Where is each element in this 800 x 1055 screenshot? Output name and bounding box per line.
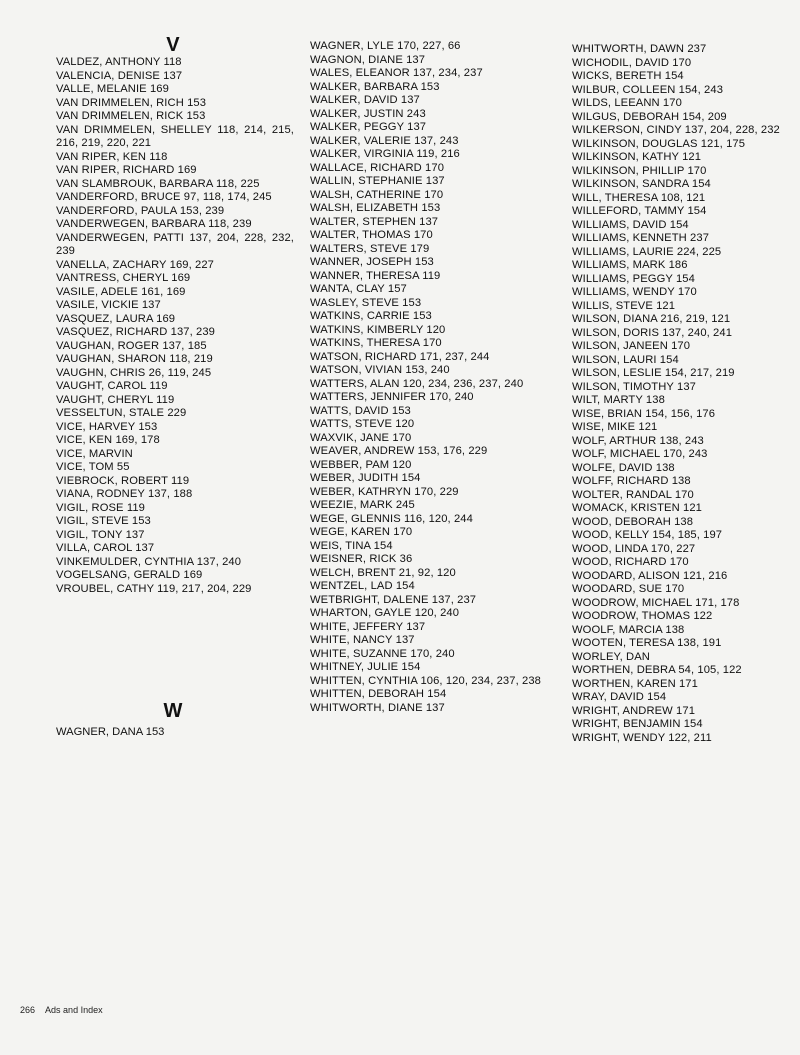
index-entry: WICHODIL, DAVID 170 bbox=[572, 56, 692, 69]
index-entry: VALDEZ, ANTHONY 118 bbox=[56, 56, 182, 68]
index-entry: VALLE, MELANIE 169 bbox=[56, 83, 169, 95]
index-entry: VAUGHT, CHERYL 119 bbox=[56, 393, 175, 406]
index-entry: WOLF, ARTHUR 138, 243 bbox=[572, 434, 704, 447]
index-entry: WOLTER, RANDAL 170 bbox=[572, 488, 694, 501]
index-entry: WRAY, DAVID 154 bbox=[572, 691, 667, 703]
page-number: 266 bbox=[20, 1005, 36, 1015]
index-entry: WANTA, CLAY 157 bbox=[310, 283, 407, 295]
index-entry: WILDS, LEEANN 170 bbox=[572, 97, 682, 109]
index-entry: VAN DRIMMELEN, RICK 153 bbox=[56, 110, 206, 122]
index-entry: VANDERWEGEN, BARBARA 118, 239 bbox=[56, 218, 252, 230]
index-entry: WOLF, MICHAEL 170, 243 bbox=[572, 448, 708, 460]
index-entry: WALKER, DAVID 137 bbox=[310, 94, 420, 106]
index-entry: WILLIAMS, PEGGY 154 bbox=[572, 272, 695, 285]
index-entry: WATKINS, THERESA 170 bbox=[310, 337, 442, 349]
index-entry: WILBUR, COLLEEN 154, 243 bbox=[572, 83, 724, 96]
index-entry: WILLEFORD, TAMMY 154 bbox=[572, 205, 707, 217]
index-entry: WASLEY, STEVE 153 bbox=[310, 296, 422, 309]
index-entry: WHITNEY, JULIE 154 bbox=[310, 661, 421, 673]
index-entry: VAUGHAN, SHARON 118, 219 bbox=[56, 353, 213, 365]
index-entry: VIEBROCK, ROBERT 119 bbox=[56, 474, 190, 487]
index-entry: WILKERSON, CINDY 137, 204, 228, 232 bbox=[572, 124, 780, 136]
index-entry: WEAVER, ANDREW 153, 176, 229 bbox=[310, 445, 488, 457]
index-entry: WATKINS, CARRIE 153 bbox=[310, 310, 432, 322]
index-entry: VALENCIA, DENISE 137 bbox=[56, 69, 183, 82]
index-entry: WILKINSON, DOUGLAS 121, 175 bbox=[572, 137, 746, 150]
index-entry: WILLIAMS, WENDY 170 bbox=[572, 286, 697, 298]
index-entry: VAN RIPER, KEN 118 bbox=[56, 150, 168, 163]
index-entry: WOODARD, SUE 170 bbox=[572, 583, 685, 595]
index-entry: WOOD, RICHARD 170 bbox=[572, 556, 689, 568]
index-entry: WILSON, JANEEN 170 bbox=[572, 340, 691, 352]
index-entry: WILLIAMS, MARK 186 bbox=[572, 259, 688, 271]
index-entry: VANELLA, ZACHARY 169, 227 bbox=[56, 258, 214, 271]
index-entry: WILKINSON, SANDRA 154 bbox=[572, 178, 711, 190]
index-entry: WELCH, BRENT 21, 92, 120 bbox=[310, 566, 456, 579]
index-entry: WAGNER, DANA 153 bbox=[56, 726, 165, 738]
index-entry: VIANA, RODNEY 137, 188 bbox=[56, 488, 193, 500]
index-entry: WISE, MIKE 121 bbox=[572, 421, 658, 433]
index-entry: WRIGHT, WENDY 122, 211 bbox=[572, 731, 712, 744]
index-entry: VILLA, CAROL 137 bbox=[56, 542, 155, 554]
index-entry: VASQUEZ, LAURA 169 bbox=[56, 312, 176, 325]
index-entry: WOOLF, MARCIA 138 bbox=[572, 623, 685, 636]
index-entry: WORLEY, DAN bbox=[572, 650, 650, 663]
index-entry: WILLIAMS, KENNETH 237 bbox=[572, 232, 710, 244]
index-entry: WEGE, GLENNIS 116, 120, 244 bbox=[310, 512, 473, 525]
index-entry: WOMACK, KRISTEN 121 bbox=[572, 502, 702, 514]
index-entry: VIGIL, ROSE 119 bbox=[56, 501, 145, 514]
section-v-list bbox=[56, 56, 296, 596]
index-entry: WENTZEL, LAD 154 bbox=[310, 580, 415, 592]
index-entry: VANDERFORD, PAULA 153, 239 bbox=[56, 204, 225, 217]
index-entry: WEBER, JUDITH 154 bbox=[310, 472, 421, 484]
index-entry: WAXVIK, JANE 170 bbox=[310, 431, 412, 444]
index-entry: WILSON, LESLIE 154, 217, 219 bbox=[572, 367, 735, 379]
index-entry: WILKINSON, PHILLIP 170 bbox=[572, 164, 707, 177]
index-entry: VICE, MARVIN bbox=[56, 447, 133, 460]
index-entry: WRIGHT, ANDREW 171 bbox=[572, 704, 696, 717]
index-entry: WALTERS, STEVE 179 bbox=[310, 242, 430, 255]
index-entry: WEBER, KATHRYN 170, 229 bbox=[310, 485, 459, 498]
index-entry: VAN DRIMMELEN, RICH 153 bbox=[56, 96, 207, 109]
index-entry: WILSON, DORIS 137, 240, 241 bbox=[572, 326, 733, 339]
section-letter-v: V bbox=[166, 34, 180, 56]
index-entry: WILKINSON, KATHY 121 bbox=[572, 151, 702, 163]
index-entry: WALKER, BARBARA 153 bbox=[310, 80, 440, 93]
index-entry: WOODROW, MICHAEL 171, 178 bbox=[572, 596, 740, 609]
index-entry: WATKINS, KIMBERLY 120 bbox=[310, 323, 446, 336]
index-entry: WORTHEN, DEBRA 54, 105, 122 bbox=[572, 664, 742, 676]
index-entry: WEISNER, RICK 36 bbox=[310, 553, 413, 565]
section-w-list bbox=[56, 726, 296, 740]
index-entry: WAGNON, DIANE 137 bbox=[310, 53, 426, 66]
index-entry: WOOD, KELLY 154, 185, 197 bbox=[572, 529, 723, 541]
index-entry: WALTER, THOMAS 170 bbox=[310, 229, 433, 241]
index-entry: WEEZIE, MARK 245 bbox=[310, 499, 415, 511]
index-entry: VANTRESS, CHERYL 169 bbox=[56, 272, 191, 284]
index-entry: VASILE, ADELE 161, 169 bbox=[56, 285, 186, 298]
index-entry: WALTER, STEPHEN 137 bbox=[310, 215, 439, 228]
index-entry: WILL, THERESA 108, 121 bbox=[572, 191, 706, 204]
index-entry: WEGE, KAREN 170 bbox=[310, 526, 413, 538]
index-entry: WALKER, VALERIE 137, 243 bbox=[310, 134, 459, 147]
index-entry: WALKER, PEGGY 137 bbox=[310, 121, 427, 133]
index-entry: WHITE, SUZANNE 170, 240 bbox=[310, 647, 455, 660]
index-entry: WHITWORTH, DIANE 137 bbox=[310, 701, 445, 714]
index-entry: VESSELTUN, STALE 229 bbox=[56, 407, 187, 419]
index-entry: WANNER, THERESA 119 bbox=[310, 269, 441, 282]
index-entry: WALLIN, STEPHANIE 137 bbox=[310, 175, 445, 187]
index-entry: VICE, KEN 169, 178 bbox=[56, 434, 160, 446]
index-column-3 bbox=[572, 43, 798, 745]
index-entry: WALES, ELEANOR 137, 234, 237 bbox=[310, 67, 483, 79]
index-entry: WILLIS, STEVE 121 bbox=[572, 299, 676, 312]
index-column-1 bbox=[56, 34, 296, 596]
index-entry: WILSON, DIANA 216, 219, 121 bbox=[572, 313, 731, 325]
index-entry: WATTS, STEVE 120 bbox=[310, 418, 415, 430]
index-entry: WALSH, ELIZABETH 153 bbox=[310, 202, 441, 214]
index-entry: VAUGHT, CAROL 119 bbox=[56, 380, 168, 392]
index-entry: WILGUS, DEBORAH 154, 209 bbox=[572, 110, 727, 123]
index-entry: WOOD, LINDA 170, 227 bbox=[572, 542, 696, 555]
index-entry: VANDERWEGEN, PATTI 137, 204, 228, 232, 239 bbox=[56, 231, 294, 257]
index-entry: WEBBER, PAM 120 bbox=[310, 458, 412, 471]
index-entry: VASILE, VICKIE 137 bbox=[56, 299, 161, 311]
index-entry: WORTHEN, KAREN 171 bbox=[572, 677, 698, 690]
index-entry: WATTERS, ALAN 120, 234, 236, 237, 240 bbox=[310, 377, 524, 390]
index-entry: VAN RIPER, RICHARD 169 bbox=[56, 164, 197, 176]
index-entry: VASQUEZ, RICHARD 137, 239 bbox=[56, 326, 215, 338]
index-entry: WATSON, VIVIAN 153, 240 bbox=[310, 364, 450, 376]
index-entry: VAUGHAN, ROGER 137, 185 bbox=[56, 339, 207, 352]
index-column-2 bbox=[310, 40, 560, 715]
index-entry: WOLFE, DAVID 138 bbox=[572, 461, 675, 474]
section-title: Ads and Index bbox=[45, 1005, 103, 1015]
section-letter-w: W bbox=[163, 700, 183, 722]
index-entry: WHITTEN, DEBORAH 154 bbox=[310, 688, 447, 700]
index-entry: WOLFF, RICHARD 138 bbox=[572, 475, 691, 487]
index-entry: WILLIAMS, LAURIE 224, 225 bbox=[572, 245, 722, 258]
index-entry: WICKS, BERETH 154 bbox=[572, 70, 684, 82]
index-entry: WOODROW, THOMAS 122 bbox=[572, 610, 713, 622]
index-entry: VANDERFORD, BRUCE 97, 118, 174, 245 bbox=[56, 191, 272, 203]
index-entry: WETBRIGHT, DALENE 137, 237 bbox=[310, 593, 477, 606]
index-entry: WATSON, RICHARD 171, 237, 244 bbox=[310, 350, 490, 363]
index-entry: WAGNER, LYLE 170, 227, 66 bbox=[310, 40, 461, 52]
index-entry: WOOD, DEBORAH 138 bbox=[572, 515, 694, 528]
index-entry: VIGIL, STEVE 153 bbox=[56, 515, 151, 527]
index-entry: VAN DRIMMELEN, SHELLEY 118, 214, 215, 216, 219, 220, 221 bbox=[56, 123, 294, 149]
index-entry: WILLIAMS, DAVID 154 bbox=[572, 218, 689, 231]
index-entry: WILT, MARTY 138 bbox=[572, 394, 665, 406]
index-entry: WISE, BRIAN 154, 156, 176 bbox=[572, 407, 716, 420]
index-entry: WHITE, NANCY 137 bbox=[310, 634, 415, 646]
index-entry: WALKER, JUSTIN 243 bbox=[310, 107, 426, 120]
page-footer bbox=[20, 1005, 103, 1015]
index-entry: WALSH, CATHERINE 170 bbox=[310, 188, 444, 201]
index-entry: WALLACE, RICHARD 170 bbox=[310, 161, 445, 174]
index-entry: VAUGHN, CHRIS 26, 119, 245 bbox=[56, 366, 212, 379]
index-entry: VICE, TOM 55 bbox=[56, 461, 130, 473]
index-entry: WILSON, LAURI 154 bbox=[572, 353, 679, 366]
index-entry: WHITE, JEFFERY 137 bbox=[310, 620, 426, 633]
index-entry: WATTS, DAVID 153 bbox=[310, 404, 411, 417]
index-entry: WOODARD, ALISON 121, 216 bbox=[572, 569, 728, 582]
index-entry: VIGIL, TONY 137 bbox=[56, 528, 145, 541]
index-entry: WHITTEN, CYNTHIA 106, 120, 234, 237, 238 bbox=[310, 674, 541, 687]
section-w-start bbox=[56, 700, 296, 740]
index-entry: WEIS, TINA 154 bbox=[310, 539, 393, 552]
index-entry: WRIGHT, BENJAMIN 154 bbox=[572, 718, 703, 730]
index-entry: VOGELSANG, GERALD 169 bbox=[56, 569, 203, 581]
index-entry: WALKER, VIRGINIA 119, 216 bbox=[310, 148, 460, 160]
index-entry: WILSON, TIMOTHY 137 bbox=[572, 380, 696, 393]
index-entry: VROUBEL, CATHY 119, 217, 204, 229 bbox=[56, 582, 252, 595]
index-entry: VICE, HARVEY 153 bbox=[56, 420, 158, 433]
index-entry: VINKEMULDER, CYNTHIA 137, 240 bbox=[56, 555, 242, 568]
index-entry: WANNER, JOSEPH 153 bbox=[310, 256, 434, 268]
index-entry: WHARTON, GAYLE 120, 240 bbox=[310, 607, 460, 619]
index-entry: VAN SLAMBROUK, BARBARA 118, 225 bbox=[56, 177, 260, 190]
index-entry: WHITWORTH, DAWN 237 bbox=[572, 43, 707, 55]
index-entry: WOOTEN, TERESA 138, 191 bbox=[572, 637, 722, 649]
index-entry: WATTERS, JENNIFER 170, 240 bbox=[310, 391, 474, 403]
